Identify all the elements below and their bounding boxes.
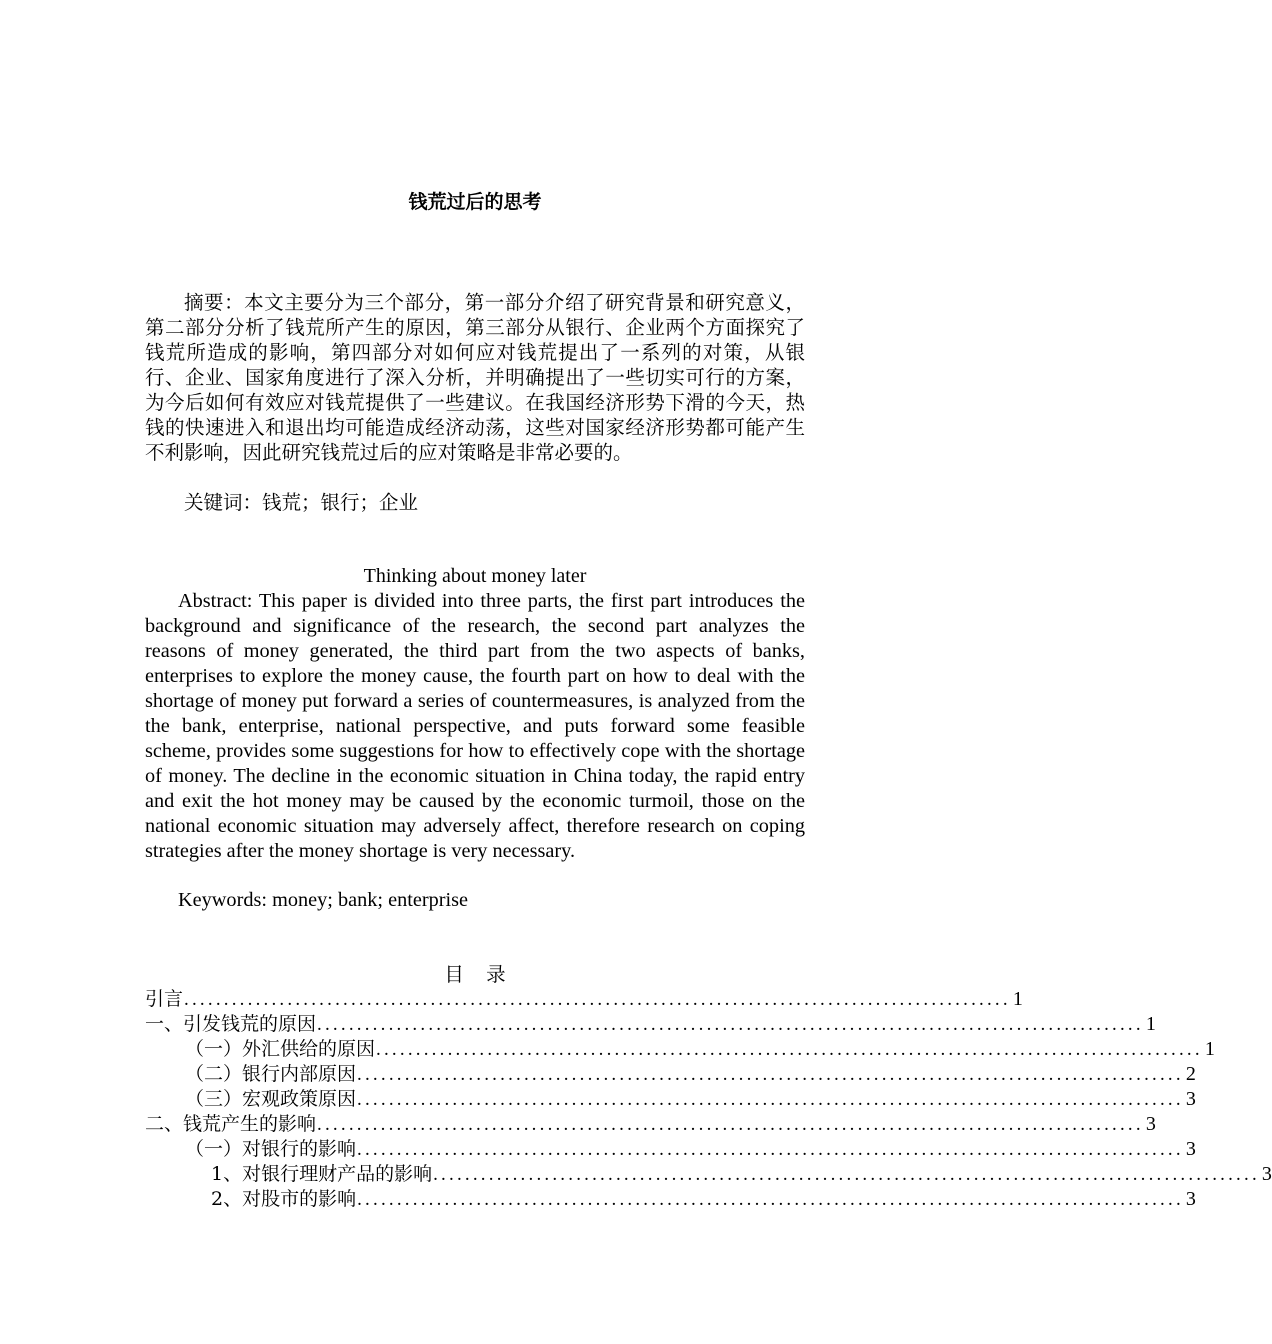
toc-entry-label: （一）外汇供给的原因	[185, 1038, 376, 1060]
toc-entry-label: 1、对银行理财产品的影响	[211, 1163, 433, 1185]
toc-entry[interactable]	[145, 1162, 1272, 1187]
toc-leader-dots: ........................................................................................................	[357, 1089, 1184, 1110]
toc-entry-page: 3	[1261, 1163, 1272, 1185]
toc-entry[interactable]	[145, 987, 1023, 1012]
toc-entry[interactable]	[145, 1012, 1156, 1037]
english-title: Thinking about money later	[363, 565, 587, 587]
chinese-abstract: 摘要：本文主要分为三个部分，第一部分介绍了研究背景和研究意义，第二部分分析了钱荒所产生的原因，第三部分从银行、企业两个方面探究了钱荒所造成的影响，第四部分对如何应对钱荒提出了一系列的对策，从银行、企业、国家角度进行了深入分析，并明确提出了一些切实可行的方案，为今后如何有效应对钱荒提供了一些建议。在我国经济形势下滑的今天，热钱的快速进入和退出均可能造成经济动荡，这些对国家经济形势都可能产生不利影响，因此研究钱荒过后的应对策略是非常必要的。	[145, 291, 805, 464]
chinese-title: 钱荒过后的思考	[408, 191, 542, 213]
toc-entry[interactable]	[145, 1112, 1156, 1137]
toc-entry-page: 3	[1145, 1113, 1156, 1135]
toc-entry[interactable]	[145, 1187, 1196, 1212]
chinese-keywords: 关键词：钱荒；银行；企业	[184, 491, 419, 514]
toc-entry-page: 3	[1185, 1188, 1196, 1210]
toc-leader-dots: ........................................................................................................	[433, 1164, 1260, 1185]
toc-leader-dots: ........................................................................................................	[317, 1114, 1144, 1135]
toc-entry-label: 一、引发钱荒的原因	[145, 1013, 317, 1035]
toc-entry[interactable]	[145, 1137, 1196, 1162]
english-keywords: Keywords: money; bank; enterprise	[178, 889, 469, 911]
toc-entry-label: （三）宏观政策原因	[185, 1088, 357, 1110]
toc-leader-dots: ........................................................................................................	[317, 1014, 1144, 1035]
toc-leader-dots: ........................................................................................................	[357, 1139, 1184, 1160]
toc-entry-label: 二、钱荒产生的影响	[145, 1113, 317, 1135]
toc-leader-dots: ........................................................................................................	[357, 1189, 1184, 1210]
toc-entry[interactable]	[145, 1062, 1196, 1087]
toc-title: 目 录	[444, 963, 506, 986]
toc-entry-label: 2、对股市的影响	[211, 1188, 357, 1210]
toc-entry-page: 3	[1185, 1088, 1196, 1110]
table-of-contents	[145, 987, 1272, 1212]
toc-entry-label: 引言	[145, 988, 184, 1010]
toc-entry-page: 1	[1145, 1013, 1156, 1035]
toc-entry-page: 1	[1012, 988, 1023, 1010]
toc-leader-dots: ........................................................................................................	[376, 1039, 1203, 1060]
toc-entry-page: 1	[1204, 1038, 1215, 1060]
toc-entry-page: 2	[1185, 1063, 1196, 1085]
toc-entry-label: （一）对银行的影响	[185, 1138, 357, 1160]
toc-entry[interactable]	[145, 1087, 1196, 1112]
toc-entry-label: （二）银行内部原因	[185, 1063, 357, 1085]
toc-entry[interactable]	[145, 1037, 1215, 1062]
english-abstract: Abstract: This paper is divided into three parts, the first part introduces the background and significance of the research, the second part analyzes the reasons of money generated, the third part from the two aspects of banks, enterprises to explore the money cause, the fourth part on how to deal with the shortage of money put forward a series of countermeasures, is analyzed from the the bank, enterprise, national perspective, and puts forward some feasible scheme, provides some suggestions for how to effectively cope with the shortage of money. The decline in the economic situation in China today, the rapid entry and exit the hot money may be caused by the economic turmoil, those on the national economic situation may adversely affect, therefore research on coping strategies after the money shortage is very necessary.	[145, 590, 805, 862]
toc-leader-dots: ........................................................................................................	[357, 1064, 1184, 1085]
toc-entry-page: 3	[1185, 1138, 1196, 1160]
toc-leader-dots: ........................................................................................................	[184, 989, 1011, 1010]
